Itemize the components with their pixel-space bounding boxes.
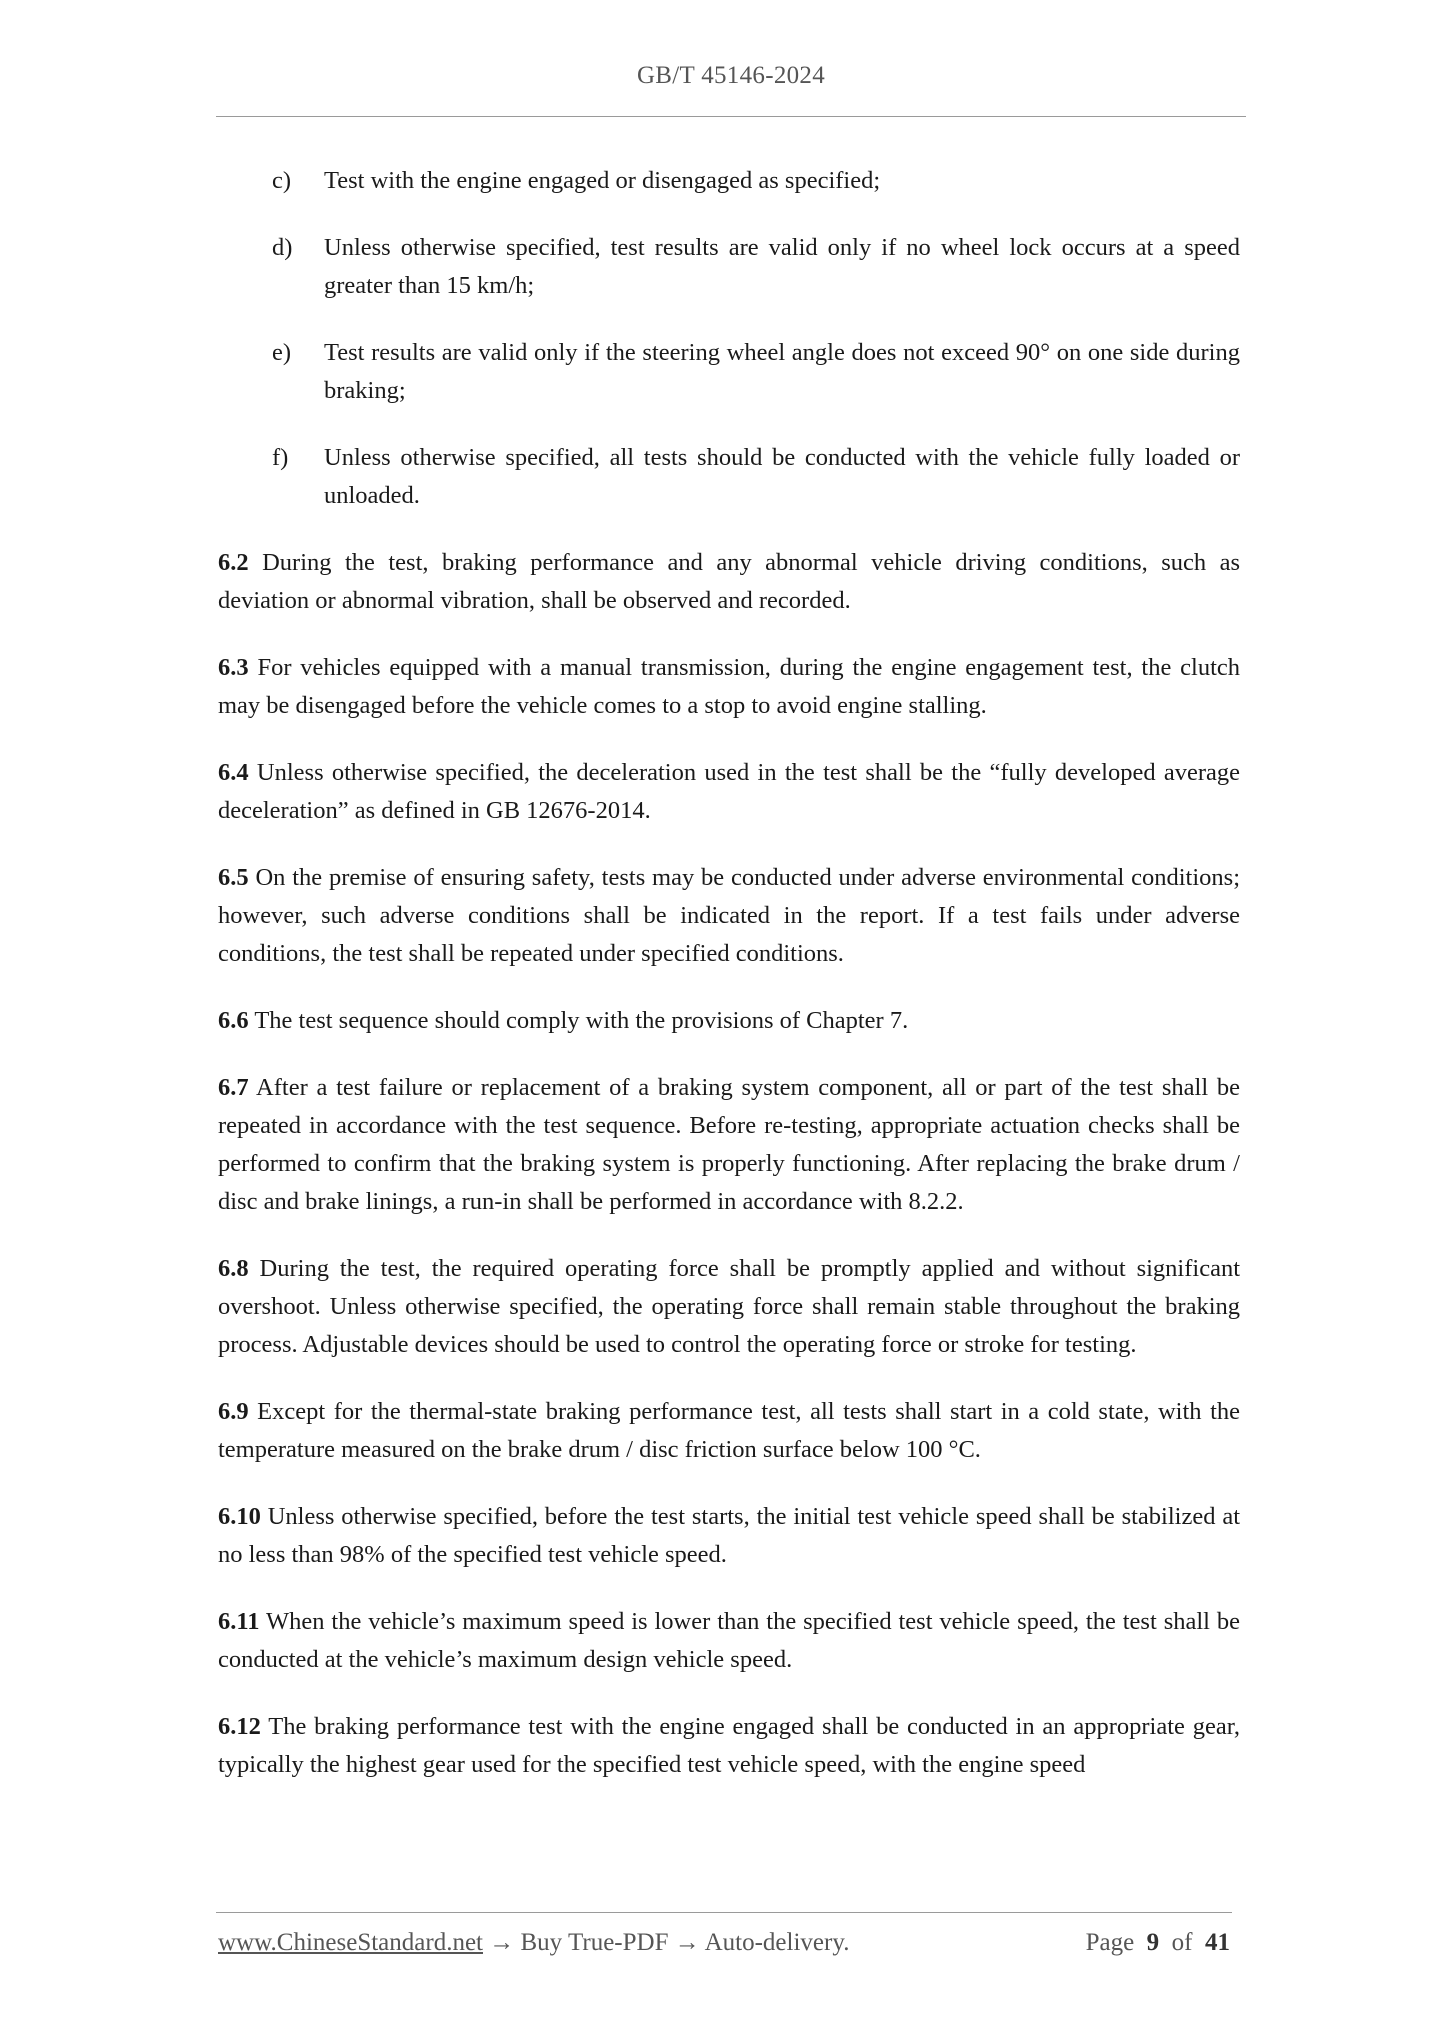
clause-number: 6.8	[218, 1255, 249, 1282]
list-marker: f)	[272, 444, 289, 471]
clause-6-5	[218, 859, 1240, 973]
list-marker: c)	[272, 167, 292, 194]
list-item-e	[218, 334, 1240, 410]
clause-text: Unless otherwise specified, before the test starts, the initial test vehicle speed shall be stabilized at no less than 98% of the specified test vehicle speed.	[218, 1503, 1241, 1568]
clause-text: Except for the thermal-state braking performance test, all tests shall start in a cold state, with the temperature measured on the brake drum / disc friction surface below 100 °C.	[218, 1398, 1241, 1463]
buy-text: Buy True-PDF	[520, 1929, 669, 1956]
clause-text: The test sequence should comply with the provisions of Chapter 7.	[254, 1007, 909, 1034]
clause-text: During the test, the required operating force shall be promptly applied and without significant overshoot. Unless otherwise specified, the operating force shall remain stable throughout the braking process. Adjustable devices should be used to control the operating force or stroke for testing.	[218, 1255, 1241, 1358]
clause-number: 6.9	[218, 1398, 249, 1425]
page-number: 9	[1146, 1929, 1160, 1956]
clause-number: 6.12	[218, 1713, 261, 1740]
list-item-d	[218, 229, 1240, 305]
header-divider	[216, 116, 1246, 117]
list-item-text: Test with the engine engaged or disengaged as specified;	[324, 167, 881, 194]
site-link[interactable]: www.ChineseStandard.net	[218, 1929, 483, 1956]
clause-text: For vehicles equipped with a manual transmission, during the engine engagement test, the clutch may be disengaged before the vehicle comes to a stop to avoid engine stalling.	[218, 654, 1241, 719]
running-header: GB/T 45146-2024	[636, 62, 826, 89]
clause-text: After a test failure or replacement of a braking system component, all or part of the test shall be repeated in accordance with the test sequence. Before re-testing, appropriate actuation checks shall be performed to confirm that the braking system is properly functioning. After replacing the brake drum / disc and brake linings, a run-in shall be performed in accordance with 8.2.2.	[218, 1074, 1240, 1215]
page-indicator	[1086, 1929, 1230, 1957]
clause-6-7	[218, 1069, 1240, 1221]
arrow-icon: →	[489, 1929, 515, 1956]
clause-6-3	[218, 649, 1240, 725]
list-item-text: Test results are valid only if the steering wheel angle does not exceed 90° on one side during braking;	[324, 339, 1240, 404]
clause-text: When the vehicle’s maximum speed is lower than the specified test vehicle speed, the test shall be conducted at the vehicle’s maximum design vehicle speed.	[218, 1608, 1241, 1673]
list-item-c	[218, 162, 1240, 200]
delivery-text: Auto-delivery.	[704, 1929, 850, 1956]
clause-text: During the test, braking performance and any abnormal vehicle driving conditions, such as deviation or abnormal vibration, shall be observed and recorded.	[218, 549, 1240, 614]
list-item-text: Unless otherwise specified, test results are valid only if no wheel lock occurs at a speed greater than 15 km/h;	[324, 234, 1240, 299]
clause-6-6	[218, 1002, 1240, 1040]
list-item-text: Unless otherwise specified, all tests should be conducted with the vehicle fully loaded or unloaded.	[324, 444, 1240, 509]
page-total: 41	[1205, 1929, 1230, 1956]
list-marker: d)	[272, 234, 293, 261]
footer-promo	[218, 1929, 849, 1957]
clause-6-10	[218, 1498, 1240, 1574]
list-marker: e)	[272, 339, 292, 366]
clause-number: 6.6	[218, 1007, 249, 1034]
clause-number: 6.7	[218, 1074, 249, 1101]
clause-number: 6.3	[218, 654, 249, 681]
clause-text: On the premise of ensuring safety, tests may be conducted under adverse environmental conditions; however, such adverse conditions shall be indicated in the report. If a test fails under adverse conditions, the test shall be repeated under specified conditions.	[218, 864, 1240, 967]
clause-text: The braking performance test with the engine engaged shall be conducted in an appropriate gear, typically the highest gear used for the specified test vehicle speed, with the engine speed	[218, 1713, 1241, 1778]
clause-6-2	[218, 544, 1240, 620]
arrow-icon: →	[674, 1929, 700, 1956]
clause-6-11	[218, 1603, 1240, 1679]
clause-number: 6.11	[218, 1608, 260, 1635]
page-body	[218, 162, 1240, 1813]
clause-number: 6.10	[218, 1503, 261, 1530]
footer-divider	[216, 1912, 1232, 1913]
of-label: of	[1171, 1929, 1193, 1956]
clause-6-9	[218, 1393, 1240, 1469]
clause-number: 6.2	[218, 549, 249, 576]
clause-6-8	[218, 1250, 1240, 1364]
clause-number: 6.5	[218, 864, 249, 891]
list-item-f	[218, 439, 1240, 515]
clause-6-4	[218, 754, 1240, 830]
clause-text: Unless otherwise specified, the deceleration used in the test shall be the “fully developed average deceleration” as defined in GB 12676-2014.	[218, 759, 1241, 824]
clause-number: 6.4	[218, 759, 249, 786]
page-label: Page	[1085, 1929, 1135, 1956]
clause-6-12	[218, 1708, 1240, 1784]
